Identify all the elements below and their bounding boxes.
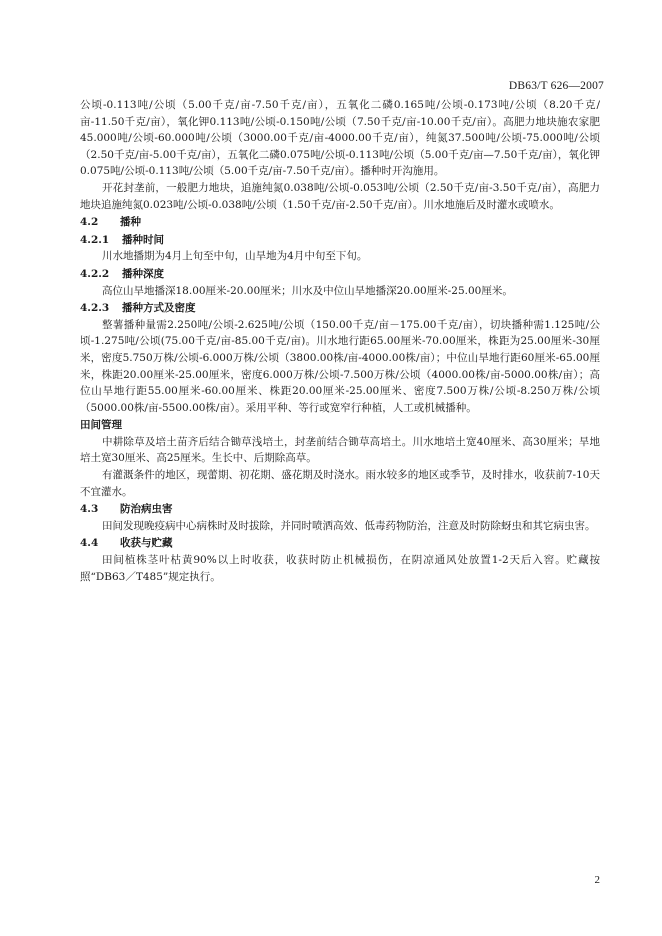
heading-number: 4.2.1 xyxy=(80,233,110,246)
heading-title: 播种时间 xyxy=(122,233,164,246)
heading-number: 4.2 xyxy=(80,216,99,229)
heading-number: 4.2.3 xyxy=(80,302,110,315)
heading-number: 4.3 xyxy=(80,503,99,516)
paragraph-cultivation: 中耕除草及培土苗齐后结合锄草浅培土，封垄前结合锄草高培土。川水地培土宽40厘米、高30厘米；旱地培土宽30厘米、高25厘米。生长中、后期除高草。 xyxy=(80,435,600,465)
paragraph-harvest-storage: 田间植株茎叶枯黄90%以上时收获，收获时防止机械损伤，在阴凉通风处放置1-2天后入窖。贮藏按照“DB63／T485”规定执行。 xyxy=(80,554,600,583)
document-body xyxy=(80,97,600,585)
paragraph-topdressing: 开花封垄前，一般肥力地块，追施纯氮0.038吨/公顷-0.053吨/公顷（2.50千克/亩-3.50千克/亩），高肥力地块追施纯氮0.023吨/公顷-0.038吨/公顷（1.50千克/亩-2.50千克/亩）。川水地施后及时灌水或喷水。 xyxy=(80,181,600,211)
heading-title: 播种 xyxy=(120,216,141,229)
paragraph-sowing-density: 整薯播种量需2.250吨/公顷-2.625吨/公顷（150.00千克/亩－175.00千克/亩），切块播种需1.125吨/公顷-1.275吨/公顷(75.00千克/亩-85.00千克/亩)。川水地行距65.00厘米-70.00厘米，株距为25.00厘米-30厘米，密度5.750万株/公顷-6.000万株/公顷（3800.00株/亩-4000.00株/亩）；中位山旱地行距60厘米-65.00厘米，株距20.00厘米-25.00厘米，密度6.000万株/公顷-7.500万株/公顷（4000.00株/亩-5000.00株/亩）；高位山旱地行距55.00厘米-60.00厘米、株距20.00厘米-25.00厘米、密度7.500万株/公顷-8.250万株/公顷（5000.00株/亩-5500.00株/亩）。采用平种、等行或宽窄行种植，人工或机械播种。 xyxy=(80,318,600,414)
paragraph-pest-control: 田间发现晚疫病中心病株时及时拔除，并同时喷洒高效、低毒药物防治，注意及时防除蚜虫和其它病虫害。 xyxy=(102,519,596,532)
heading-4-2-1 xyxy=(80,232,600,249)
page-number: 2 xyxy=(594,874,600,886)
heading-4-4 xyxy=(80,535,600,552)
heading-title: 田间管理 xyxy=(80,419,122,432)
heading-4-2-2 xyxy=(80,266,600,283)
paragraph-irrigation: 有灌溉条件的地区，现蕾期、初花期、盛花期及时浇水。雨水较多的地区或季节，及时排水，收获前7-10天不宜灌水。 xyxy=(80,469,600,498)
heading-number: 4.2.2 xyxy=(80,267,110,280)
heading-title: 播种方式及密度 xyxy=(122,302,196,315)
heading-field-management xyxy=(80,417,600,434)
paragraph-fertilizer-base: 公顷-0.113吨/公顷（5.00千克/亩-7.50千克/亩），五氧化二磷0.165吨/公顷-0.173吨/公顷（8.20千克/亩-11.50千克/亩），氧化钾0.113吨/公顷-0.150吨/公顷（7.50千克/亩-10.00千克/亩）。高肥力地块施农家肥45.000吨/公顷-60.000吨/公顷（3000.00千克/亩-4000.00千克/亩），纯氮37.500吨/公顷-75.000吨/公顷（2.50千克/亩-5.00千克/亩），五氧化二磷0.075吨/公顷-0.113吨/公顷（5.00千克/亩—7.50千克/亩），氧化钾0.075吨/公顷-0.113吨/公顷（5.00千克/亩-7.50千克/亩）。播种时开沟施用。 xyxy=(80,99,600,178)
standard-code: DB63/T 626—2007 xyxy=(508,80,604,92)
heading-4-2 xyxy=(80,214,600,231)
paragraph-sowing-time: 川水地播期为4月上旬至中旬，山旱地为4月中旬至下旬。 xyxy=(102,250,368,263)
heading-4-3 xyxy=(80,501,600,518)
paragraph-sowing-depth: 高位山旱地播深18.00厘米-20.00厘米；川水及中位山旱地播深20.00厘米-25.00厘米。 xyxy=(102,284,513,297)
heading-title: 防治病虫害 xyxy=(120,503,173,516)
heading-number: 4.4 xyxy=(80,537,99,550)
heading-4-2-3 xyxy=(80,300,600,317)
heading-title: 收获与贮藏 xyxy=(120,537,173,550)
heading-title: 播种深度 xyxy=(122,267,164,280)
